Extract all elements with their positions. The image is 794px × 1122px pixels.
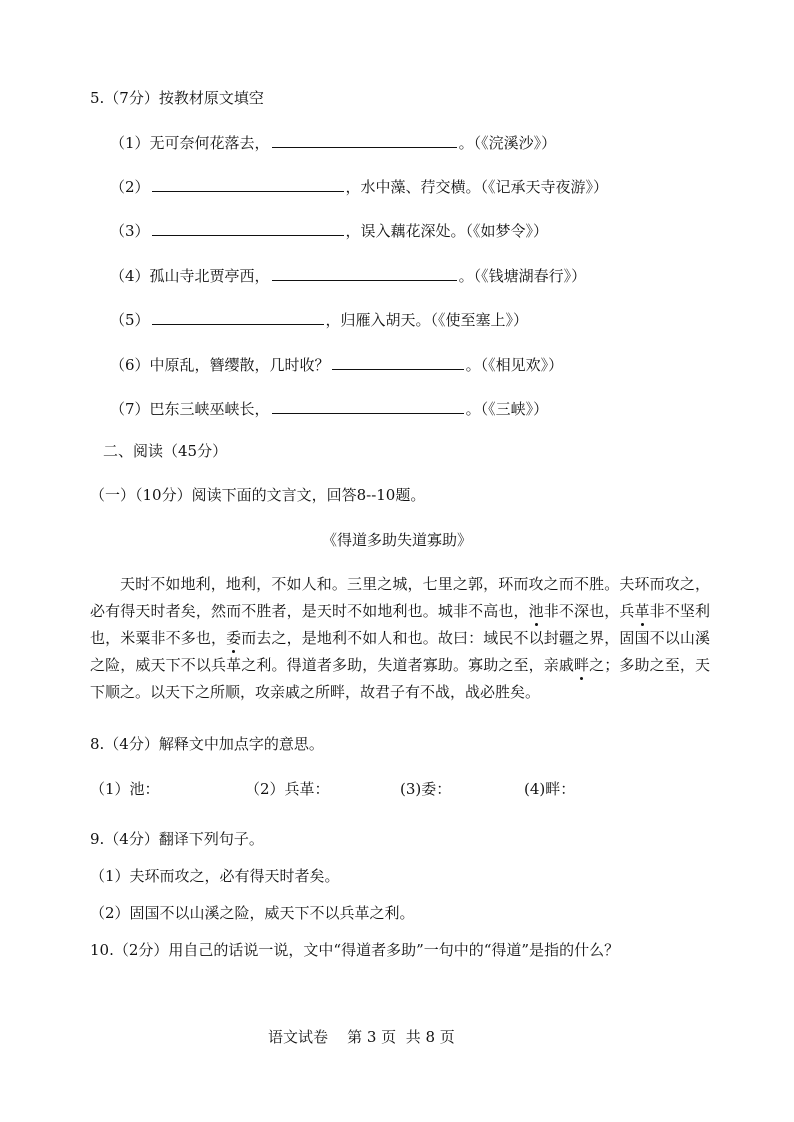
item-after: ，水中藻、荇交横。（《记承天寺夜游》） bbox=[345, 178, 609, 196]
q5-item-3 bbox=[110, 221, 548, 241]
item-number: （4） bbox=[110, 267, 150, 285]
section-title: 二、阅读（45分） bbox=[103, 442, 228, 460]
item-after: 。（《钱塘湖春行》） bbox=[458, 267, 587, 285]
dotted-char: 委 bbox=[226, 629, 242, 647]
q8-item-2: （2）兵革： bbox=[245, 780, 330, 798]
item-number: （3） bbox=[110, 222, 150, 240]
q9-title: 9.（4分）翻译下列句子。 bbox=[90, 830, 264, 848]
q8-title: 8.（4分）解释文中加点字的意思。 bbox=[90, 735, 324, 753]
answer-blank[interactable] bbox=[272, 399, 464, 414]
q8-item-4: (4)畔： bbox=[524, 780, 576, 798]
page-footer: 语文试卷 第 3 页 共 8 页 bbox=[268, 1028, 455, 1046]
q5-item-2 bbox=[110, 177, 608, 197]
dotted-char: 革 bbox=[634, 602, 650, 620]
q9-item-2: （2）固国不以山溪之险，威天下不以兵革之利。 bbox=[90, 904, 415, 922]
q5-item-6 bbox=[110, 355, 563, 375]
q5-item-4 bbox=[110, 266, 586, 286]
item-after: ，误入藕花深处。（《如梦令》） bbox=[345, 222, 549, 240]
q9-item-1: （1）夫环而攻之，必有得天时者矣。 bbox=[90, 867, 340, 885]
item-number: （7） bbox=[110, 400, 150, 418]
passage-title: 《得道多助失道寡助》 bbox=[321, 531, 472, 549]
passage-text: 天时不如地利，地利，不如人和。三里之城，七里之郭，环而攻之而不胜。夫环而攻之，必有得天时者矣，然而不胜者，是天时不如地利也。城非不高也，池非不深也，兵革非不坚利也，米粟非不多也，委而去之，是地利不如人和也。故曰：域民不以封疆之界，固国不以山溪之险，威天下不以兵革之利。得道者多助，失道者寡助。寡助之至，亲戚畔之；多助之至，天下顺之。以天下之所顺，攻亲戚之所畔，故君子有不战，战必胜矣。 bbox=[90, 575, 710, 701]
q10-title: 10.（2分）用自己的话说一说，文中“得道者多助”一句中的“得道”是指的什么？ bbox=[90, 941, 620, 959]
answer-blank[interactable] bbox=[152, 310, 324, 325]
item-number: （6） bbox=[110, 356, 150, 374]
q5-item-1 bbox=[110, 133, 556, 153]
item-after: ，归雁入胡天。（《使至塞上》） bbox=[325, 311, 529, 329]
answer-blank[interactable] bbox=[272, 133, 457, 148]
dotted-char: 畔 bbox=[573, 656, 590, 674]
q5-item-5 bbox=[110, 310, 528, 330]
dotted-char: 池 bbox=[528, 602, 544, 620]
item-after: 。（《浣溪沙》） bbox=[458, 134, 557, 152]
q8-item-1: （1）池： bbox=[90, 780, 160, 798]
answer-blank[interactable] bbox=[332, 355, 464, 370]
item-before: 中原乱，簪缨散，几时收？ bbox=[149, 356, 330, 374]
part-title: （一）（10分）阅读下面的文言文，回答8--10题。 bbox=[90, 486, 426, 504]
item-number: （2） bbox=[110, 178, 150, 196]
q5-item-7 bbox=[110, 399, 548, 419]
item-number: （5） bbox=[110, 311, 150, 329]
item-after: 。（《相见欢》） bbox=[465, 356, 564, 374]
q5-title: 5.（7分）按教材原文填空 bbox=[90, 89, 264, 107]
q8-item-3: (3)委： bbox=[400, 780, 452, 798]
item-before: 巴东三峡巫峡长， bbox=[149, 400, 270, 418]
item-before: 无可奈何花落去， bbox=[149, 134, 270, 152]
item-after: 。（《三峡》） bbox=[465, 400, 549, 418]
answer-blank[interactable] bbox=[272, 266, 457, 281]
answer-blank[interactable] bbox=[152, 221, 344, 236]
answer-blank[interactable] bbox=[152, 177, 344, 192]
item-number: （1） bbox=[110, 134, 150, 152]
item-before: 孤山寺北贾亭西， bbox=[149, 267, 270, 285]
